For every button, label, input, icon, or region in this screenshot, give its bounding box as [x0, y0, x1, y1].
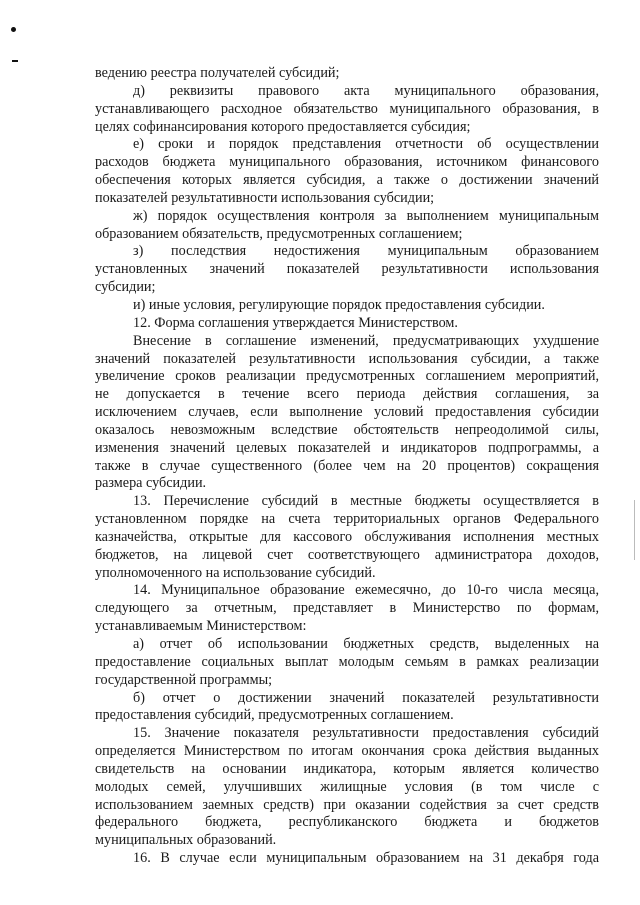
text-line: предоставление социальных выплат молодым семьям в рамках реализации — [95, 653, 599, 670]
text-line: 15. Значение показателя результативности предоставления субсидий — [133, 725, 599, 742]
text-line: также в случае существенного (более чем на 20 процентов) сокращения — [95, 457, 599, 474]
text-line: з) последствия недостижения муниципальным образованием — [133, 243, 599, 260]
text-line: свидетельств на основании индикатора, которым является количество — [95, 760, 599, 777]
text-line: образованием обязательств, предусмотренных соглашением; — [95, 225, 463, 242]
text-line: 12. Форма соглашения утверждается Министерством. — [133, 314, 458, 331]
margin-dot-mark — [11, 27, 16, 32]
text-line: а) отчет об использовании бюджетных средств, выделенных на — [133, 636, 599, 652]
text-line: определяется Министерством по итогам окончания срока действия выданных — [95, 743, 599, 760]
text-line: расходов бюджета муниципального образования, источником финансового — [95, 154, 599, 171]
text-line: б) отчет о достижении значений показателей результативности — [133, 689, 599, 706]
text-line: обеспечения которых является субсидия, а также о достижении значений — [95, 172, 599, 189]
text-line: казначейства, открытые для кассового обслуживания исполнения местных — [95, 528, 599, 545]
text-line: бюджетов, на лицевой счет соответствующего администратора доходов, — [95, 546, 599, 563]
text-line: устанавливающего расходное обязательство муниципального образования, в — [95, 100, 599, 117]
text-line: установленном порядке на счета территориальных органов Федерального — [95, 511, 599, 528]
text-line: следующего за отчетным, представляет в Министерство по формам, — [95, 600, 599, 617]
text-line: ведению реестра получателей субсидий; — [95, 65, 340, 81]
margin-dash-mark — [12, 60, 18, 62]
text-line: увеличение сроков реализации предусмотренных соглашением мероприятий, — [95, 368, 599, 385]
document-body-text — [95, 65, 599, 868]
text-line: изменения значений целевых показателей и индикаторов подпрограммы, а — [95, 439, 599, 456]
text-line: не допускается в течение всего периода действия соглашения, за — [95, 386, 599, 403]
text-line: 14. Муниципальное образование ежемесячно, до 10-го числа месяца, — [133, 582, 599, 599]
text-line: использованием заемных средств) при оказании содействия за счет средств — [95, 796, 599, 813]
text-line: федерального бюджета, республиканского бюджета и бюджетов — [95, 814, 599, 831]
text-line: показателей результативности использования субсидии; — [95, 189, 435, 206]
scan-edge-line — [634, 500, 635, 560]
text-line: размера субсидии. — [95, 475, 207, 492]
text-line: устанавливаемым Министерством: — [95, 618, 307, 635]
text-line: д) реквизиты правового акта муниципального образования, — [133, 82, 599, 99]
text-line: 16. В случае если муниципальным образованием на 31 декабря года — [133, 850, 599, 867]
text-line: субсидии; — [95, 279, 156, 296]
text-line: оказалось невозможным вследствие обстоятельств непреодолимой силы, — [95, 421, 599, 438]
text-line: предоставления субсидий, предусмотренных соглашением. — [95, 707, 454, 724]
text-line: установленных значений показателей результативности использования — [95, 261, 599, 278]
text-line: молодых семей, улучшивших жилищные условия (в том числе с — [95, 778, 599, 795]
text-line: уполномоченного на использование субсидий. — [95, 564, 376, 581]
text-line: и) иные условия, регулирующие порядок предоставления субсидии. — [133, 296, 545, 313]
text-line: е) сроки и порядок представления отчетности об осуществлении — [133, 136, 599, 153]
text-line: Внесение в соглашение изменений, предусматривающих ухудшение — [133, 332, 599, 349]
text-line: целях софинансирования которого предоставляется субсидия; — [95, 118, 471, 135]
text-line: муниципальных образований. — [95, 832, 277, 849]
text-line: исключением случаев, если выполнение условий предоставления субсидии — [95, 404, 599, 421]
text-line: значений показателей результативности использования субсидии, а также — [95, 350, 599, 367]
text-line: ж) порядок осуществления контроля за выполнением муниципальным — [133, 207, 599, 224]
text-line: 13. Перечисление субсидий в местные бюджеты осуществляется в — [133, 493, 599, 510]
text-line: государственной программы; — [95, 671, 273, 688]
